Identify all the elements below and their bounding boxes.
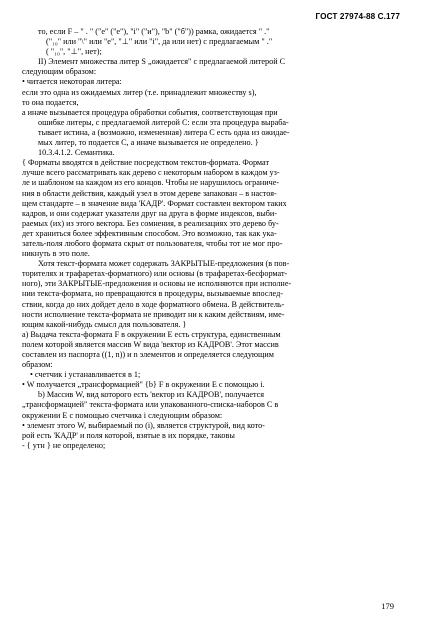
bullet-line: • счетчик i устанавливается в 1;	[30, 370, 141, 380]
text-line: дет храниться более эффективным способом. Это возможно, так как ука-	[22, 228, 277, 238]
text-line: нии текста-формата, но превращаются в процедуры, вызываемые впослед-	[22, 289, 283, 299]
text-line: ( "₁₀", "⊥", нет);	[46, 47, 102, 57]
text-line: никнуть в это поле.	[22, 249, 90, 259]
text-line: тывает истина, а (возможно, измененная) литера С есть одна из ожидае-	[38, 127, 290, 137]
text-line: полем которой является массив W вида 'вектор из КАДРОВ'. Этот массив	[22, 339, 279, 349]
text-line: кадров, и они содержат указатели друг на друга в форме индексов, выби-	[22, 208, 277, 218]
bullet-line: - { утн } не определено;	[22, 440, 106, 450]
text-line: а) Выдача текста-формата F в окружении E есть структура, единственным	[22, 329, 281, 339]
page-number: 179	[381, 601, 394, 611]
bullet-line: • читается некоторая литера:	[22, 77, 122, 87]
text-line: „трансформацией" текста-формата или упакованного-списка-наборов С в	[22, 400, 279, 410]
text-line: ности исполнение текста-формата не приводит ни к каким действиям, име-	[22, 309, 285, 319]
text-line: ле и шаблоном на каждом из его концов. Чтобы не нарушилось ограниче-	[22, 178, 280, 188]
text-line: составлен из паспорта ((1, n)) и n элементов и определяется следующим	[22, 350, 274, 359]
bullet-line: • элемент этого W, выбираемый по (i), является структурой, вид кото-	[22, 420, 265, 430]
text-line: Хотя текст-формата может содержать ЗАКРЫТЫЕ-предложения (в пов-	[38, 259, 290, 269]
text-line: ствии, когда до них дойдет дело в ходе форматного обмена. В действитель-	[22, 299, 285, 309]
text-line: если это одна из ожидаемых литер (т.е. принадлежит множеству s),	[22, 87, 257, 97]
text-line: ния в области действия, каждый узел в этом дереве запакован – в настоя-	[22, 188, 277, 198]
text-line: II) Элемент множества литер S „ожидается" с предлагаемой литерой С	[38, 57, 286, 67]
text-line: то, если F – " . " ("е" ("e"), "i" ("и"), "b" ("б")) рамка, ожидается " ."	[38, 27, 270, 36]
text-line: а иначе вызывается процедура обработки события, соответствующая при	[22, 107, 278, 117]
text-line: ющим какой-нибудь смысл для пользователя. }	[22, 319, 187, 329]
text-line: b) Массив W, вид которого есть 'вектор из КАДРОВ', получается	[38, 390, 265, 400]
text-line: окружении E с помощью счетчика i следующим образом:	[22, 410, 223, 420]
text-line: лучше всего рассматривать как дерево с некоторым набором в каждом уз-	[22, 168, 280, 178]
text-line: раемых (их) из этого вектора. Без сомнения, в реализациях это дерево бу-	[22, 218, 279, 228]
text-line: щем стандарте – в значение вида 'КАДР'. Формат составлен вектором таких	[22, 198, 287, 208]
text-line: { Форматы вводятся в действие посредством текстов-формата. Формат	[22, 158, 270, 168]
text-line: то она подается,	[22, 97, 79, 107]
section-heading: 10.3.4.1.2. Семантика.	[38, 148, 115, 158]
text-line: мых литер, то подается С, а иначе вызывается не определено. }	[38, 138, 259, 148]
text-line: рой есть 'КАДР' и поля которой, взятые в их порядке, таковы	[22, 430, 235, 440]
text-line: ("₁₀" или "\" или "e", "⊥" или "i", да или нет) с предлагаемым " ."	[46, 37, 273, 47]
text-line: торителях и трафаретах-форматного) или основы (в трафаретах-бесформат-	[22, 269, 288, 279]
bullet-line: • W получается „трансформацией" {b} F в окружении E с помощью i.	[22, 380, 265, 390]
text-line: следующим образом:	[22, 67, 97, 77]
page-header: ГОСТ 27974-88 С.177	[315, 12, 400, 21]
text-line: затель-поля любого формата скрыт от пользователя, чтобы тот не мог про-	[22, 238, 283, 248]
text-line: ошибке литеры, с предлагаемой литерой С: если эта процедура выраба-	[38, 117, 289, 127]
text-line: ного), эти ЗАКРЫТЫЕ-предложения и основы не исполняются при исполне-	[22, 279, 292, 289]
text-line: образом:	[22, 360, 53, 370]
page-body	[22, 27, 403, 451]
